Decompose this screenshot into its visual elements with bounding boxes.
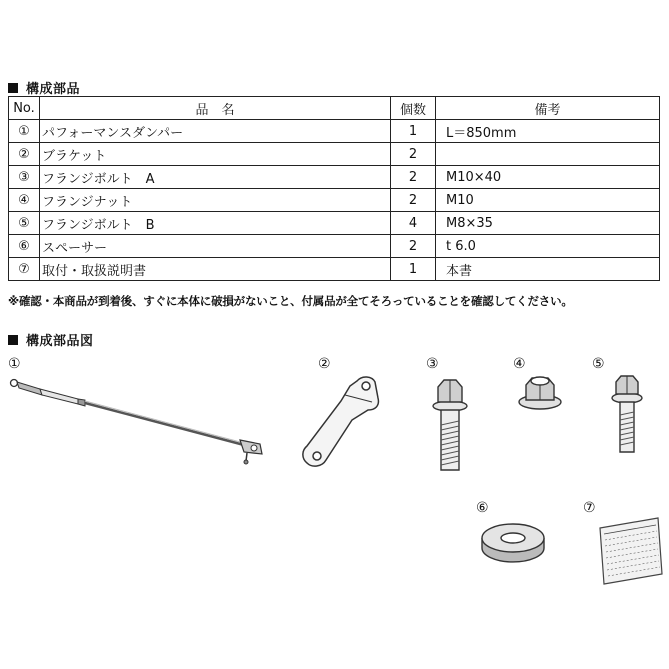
row-qty: 4 [391, 212, 436, 235]
figure-label-6: ⑥ [476, 500, 489, 516]
row-note: M10×40 [436, 166, 660, 189]
flange-bolt-b-icon [612, 376, 642, 452]
header-qty: 個数 [391, 97, 436, 120]
row-qty: 1 [391, 120, 436, 143]
row-note: 本書 [436, 258, 660, 281]
row-name: フランジボルト B [40, 212, 391, 235]
figure-label-1: ① [8, 356, 21, 372]
row-qty: 2 [391, 166, 436, 189]
row-no: ③ [9, 166, 40, 189]
instruction-manual-icon [600, 518, 662, 584]
section-title-text: 構成部品図 [26, 334, 94, 349]
section-title-text: 構成部品 [26, 82, 81, 97]
row-qty: 1 [391, 258, 436, 281]
row-note: M10 [436, 189, 660, 212]
row-qty: 2 [391, 189, 436, 212]
row-name: パフォーマンスダンパー [40, 120, 391, 143]
spacer-icon [482, 524, 544, 562]
row-name: フランジナット [40, 189, 391, 212]
bracket-icon [303, 377, 379, 466]
confirmation-notice: ※確認・本商品が到着後、すぐに本体に破損がないこと、付属品が全てそろっていることを確認してください。 [8, 294, 573, 308]
figure-label-7: ⑦ [583, 500, 596, 516]
figure-label-4: ④ [513, 356, 526, 372]
flange-nut-icon [519, 377, 561, 409]
row-no: ⑤ [9, 212, 40, 235]
performance-damper-icon [11, 380, 263, 465]
row-name: 取付・取扱説明書 [40, 258, 391, 281]
row-no: ⑥ [9, 235, 40, 258]
header-name: 品 名 [40, 97, 391, 120]
row-note: t 6.0 [436, 235, 660, 258]
row-qty: 2 [391, 235, 436, 258]
row-name: フランジボルト A [40, 166, 391, 189]
row-note: M8×35 [436, 212, 660, 235]
row-name: ブラケット [40, 143, 391, 166]
row-no: ④ [9, 189, 40, 212]
header-no: No. [9, 97, 40, 120]
row-note: L＝850mm [436, 120, 660, 143]
row-qty: 2 [391, 143, 436, 166]
row-no: ① [9, 120, 40, 143]
figure-label-2: ② [318, 356, 331, 372]
figure-label-5: ⑤ [592, 356, 605, 372]
flange-bolt-a-icon [433, 380, 467, 470]
figure-label-3: ③ [426, 356, 439, 372]
row-name: スペーサー [40, 235, 391, 258]
row-no: ⑦ [9, 258, 40, 281]
row-no: ② [9, 143, 40, 166]
header-note: 備考 [436, 97, 660, 120]
